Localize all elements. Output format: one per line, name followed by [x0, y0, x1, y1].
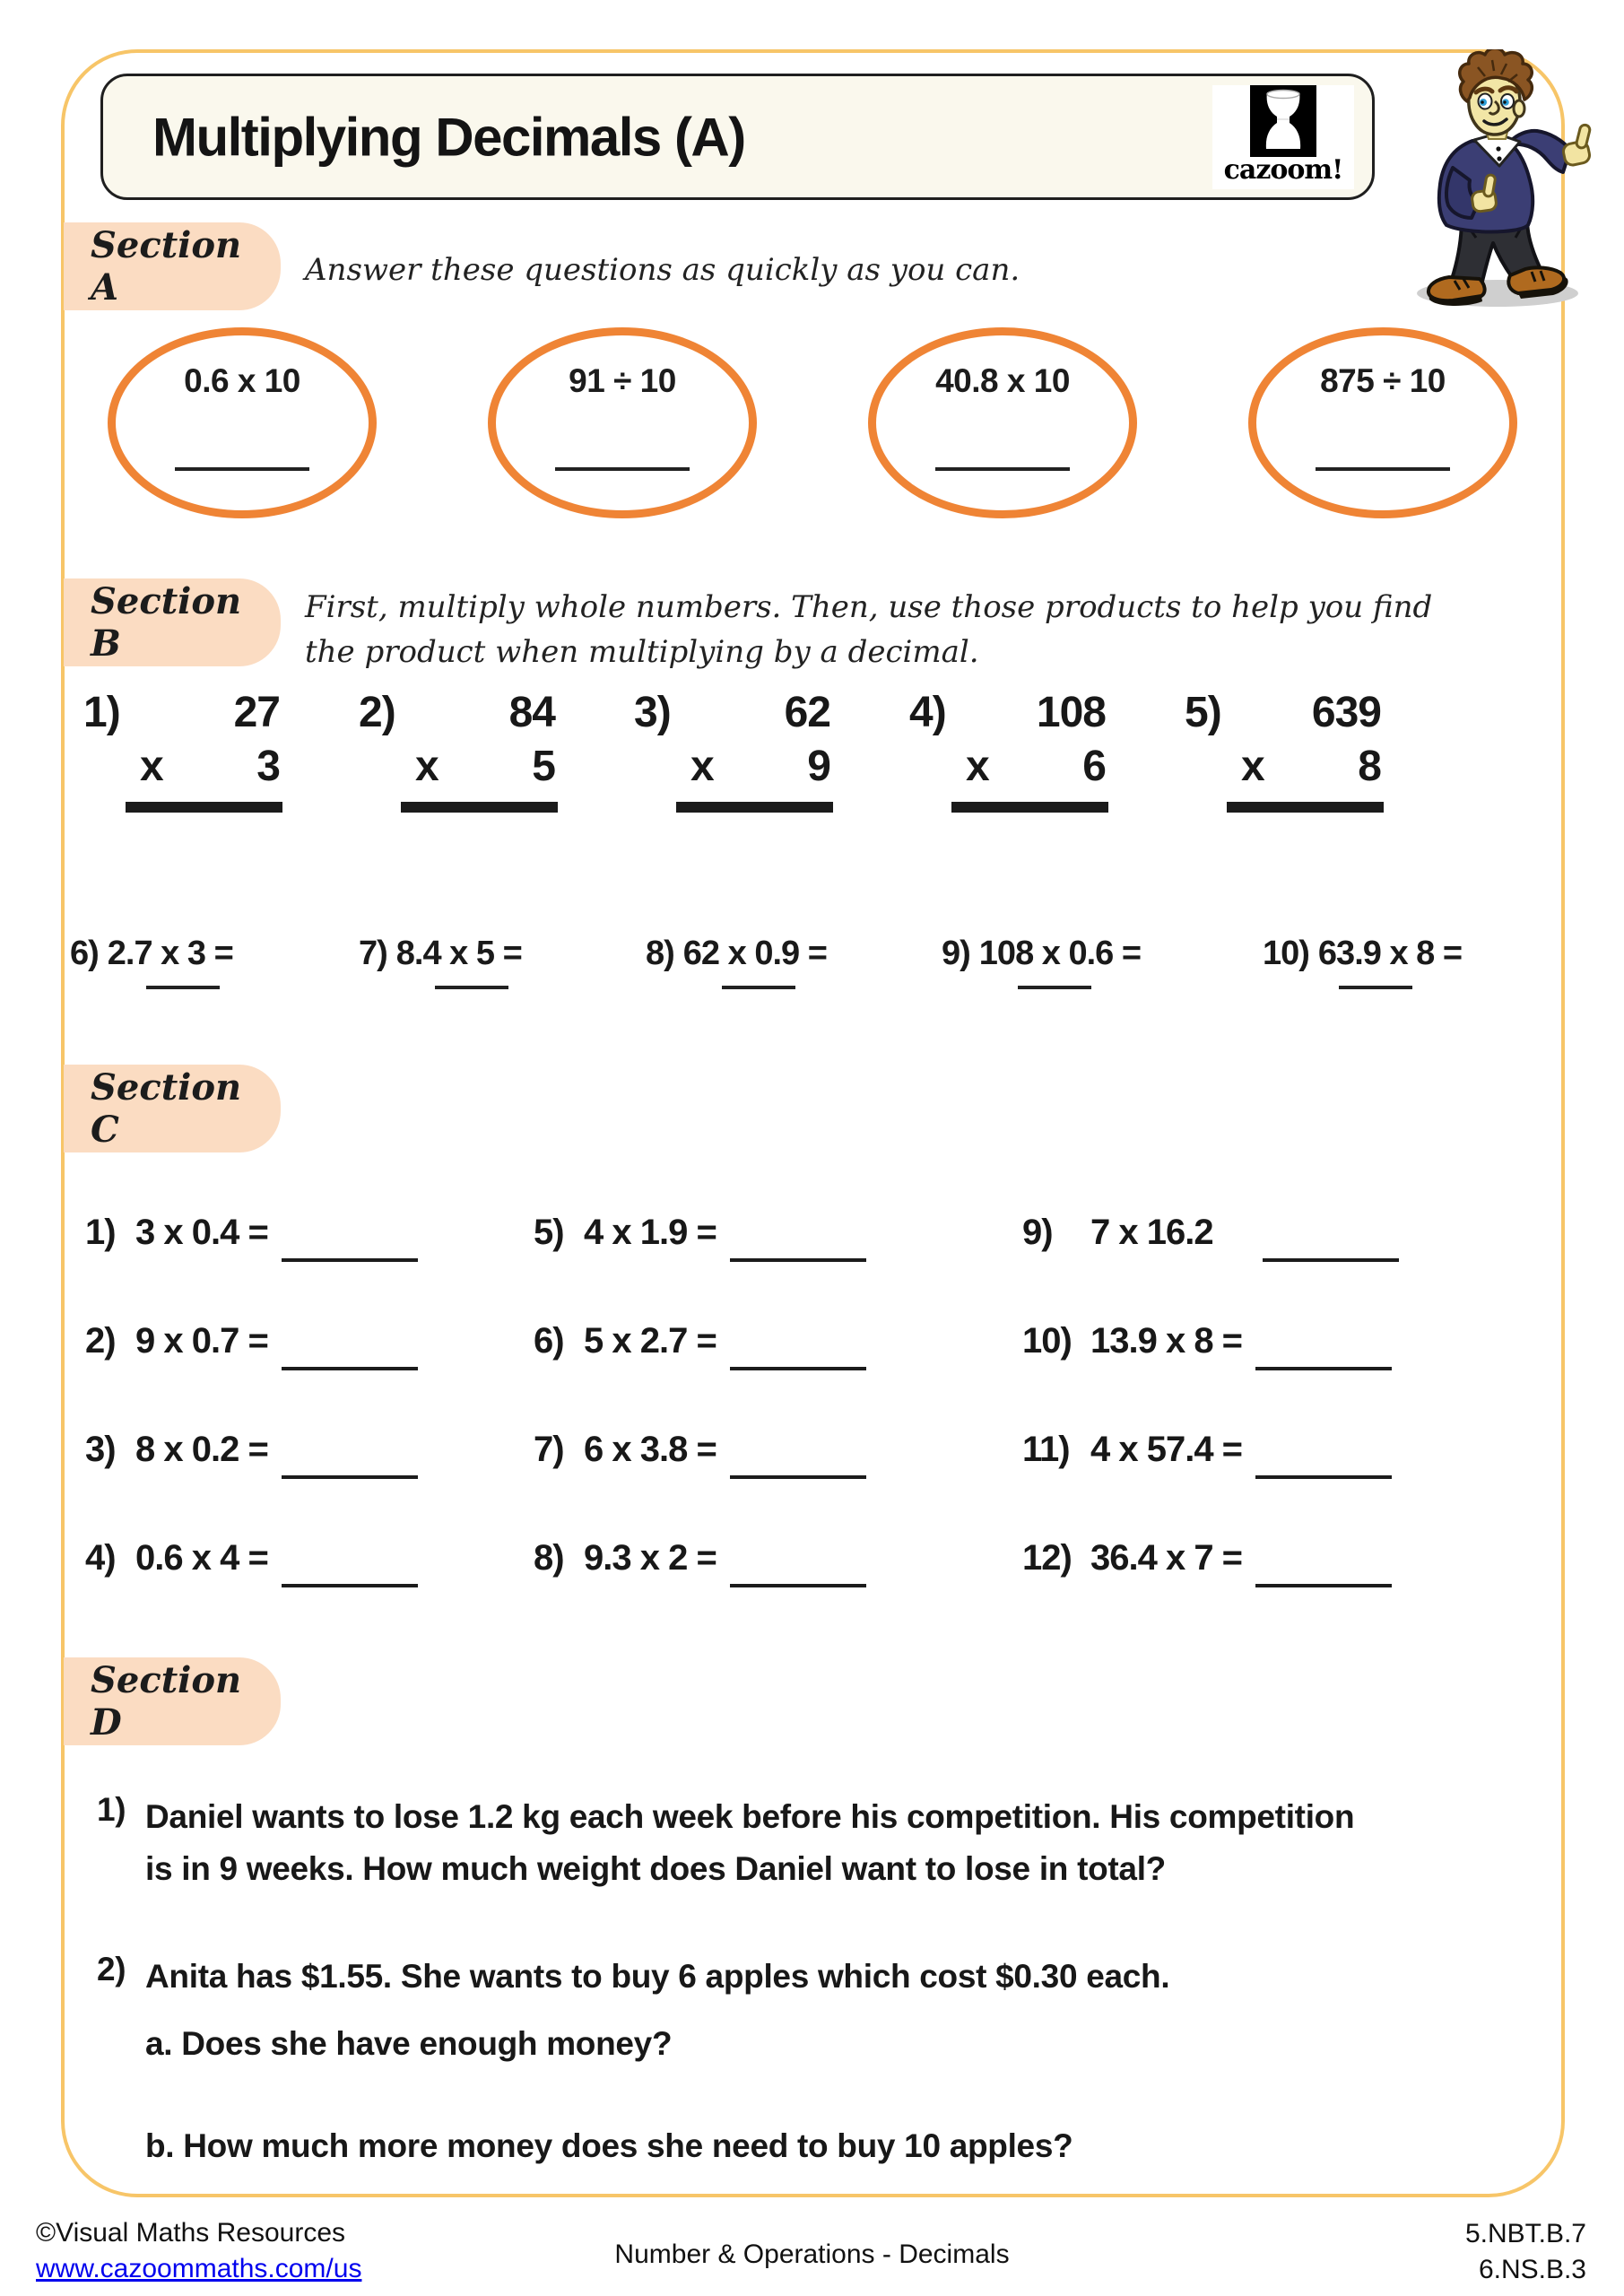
- answer-blank: [722, 986, 795, 989]
- section-b-instruction-line1: First, multiply whole numbers. Then, use those products to help you find: [305, 589, 1433, 625]
- multiplier: 5: [532, 743, 555, 790]
- problem-number: 3): [85, 1430, 116, 1469]
- standard-code-1: 5.NBT.B.7: [1464, 2219, 1586, 2248]
- section-c-label: [64, 1065, 281, 1152]
- problem: [1022, 1213, 1520, 1321]
- footer-category: Number & Operations - Decimals: [614, 2239, 1010, 2269]
- section-a-label: [64, 222, 281, 310]
- section-c-problems: [85, 1213, 1520, 1647]
- answer-blank: [730, 1340, 866, 1370]
- problem-expression: 4 x 1.9 =: [584, 1213, 716, 1252]
- answer-line: [676, 802, 833, 813]
- problem-expression: 3 x 0.4 =: [135, 1213, 268, 1252]
- answer-blank: [1316, 467, 1450, 471]
- oval-problem: [488, 327, 757, 518]
- word-problem-2a: a. Does she have enough money?: [145, 2025, 673, 2062]
- problem-number: 3): [634, 689, 671, 736]
- word-problem-2: [97, 1951, 1169, 2003]
- problem: [534, 1430, 1022, 1538]
- answer-blank: [1339, 986, 1412, 989]
- cazoommaths-link[interactable]: www.cazoommaths.com/us: [36, 2254, 362, 2283]
- multiplier: 8: [1358, 743, 1381, 790]
- answer-blank: [435, 986, 508, 989]
- word-problem-2b: b. How much more money does she need to buy 10 apples?: [145, 2127, 1073, 2164]
- oval-expression: 91 ÷ 10: [569, 362, 676, 399]
- problem: [85, 1213, 534, 1321]
- title-box: [100, 74, 1375, 200]
- answer-blank: [1255, 1448, 1392, 1479]
- problem-number: 4): [85, 1538, 116, 1578]
- problem-number: 10): [1263, 935, 1309, 972]
- oval-expression: 875 ÷ 10: [1320, 362, 1446, 399]
- problem-number: 6): [534, 1321, 564, 1361]
- problem-text: Anita has $1.55. She wants to buy 6 apples which cost $0.30 each.: [145, 1958, 1170, 1995]
- copyright-text: ©Visual Maths Resources: [36, 2218, 346, 2248]
- problem-number: 1): [97, 1791, 126, 1828]
- column-multiplication-problem: [83, 689, 294, 813]
- section-a-instruction: Answer these questions as quickly as you can.: [305, 252, 1020, 288]
- problem-number: 2): [97, 1951, 126, 1987]
- section-b-column-problems: [83, 689, 1395, 813]
- inline-problem: [70, 935, 233, 989]
- answer-blank: [1255, 1557, 1392, 1587]
- answer-blank: [146, 986, 220, 989]
- problem-expression: 5 x 2.7 =: [584, 1321, 716, 1361]
- problem-number: 12): [1022, 1538, 1072, 1578]
- inline-problem: [359, 935, 522, 989]
- section-d-label-text: Section D: [91, 1659, 242, 1744]
- problem: [1022, 1321, 1520, 1430]
- multiplier: 9: [807, 743, 830, 790]
- answer-blank: [1018, 986, 1091, 989]
- answer-blank: [555, 467, 690, 471]
- answer-blank: [935, 467, 1070, 471]
- problem-expression: 7 x 16.2: [1090, 1213, 1213, 1252]
- problem-number: 8): [534, 1538, 564, 1578]
- column-multiplication-problem: [634, 689, 845, 813]
- oval-problem: [868, 327, 1137, 518]
- djembe-drum-icon: [1250, 85, 1316, 157]
- multiplicand: 27: [233, 689, 280, 736]
- oval-problem: [108, 327, 377, 518]
- problem-number: 2): [85, 1321, 116, 1361]
- section-b-instruction: [305, 585, 1432, 674]
- problem-expression: 13.9 x 8 =: [1090, 1321, 1243, 1361]
- multiplicand: 84: [508, 689, 555, 736]
- section-c-label-text: Section C: [91, 1066, 242, 1151]
- section-d-label: [64, 1657, 281, 1745]
- problem-expression: 108 x 0.6 =: [978, 935, 1142, 972]
- problem-expression: 0.6 x 4 =: [135, 1538, 268, 1578]
- answer-blank: [1263, 1231, 1399, 1262]
- answer-line: [1227, 802, 1384, 813]
- section-b-label-text: Section B: [91, 580, 242, 665]
- answer-blank: [730, 1231, 866, 1262]
- problem: [534, 1213, 1022, 1321]
- multiplicand: 62: [784, 689, 830, 736]
- multiply-sign: x: [966, 743, 989, 790]
- problem-number: 9): [1022, 1213, 1053, 1252]
- problem-expression: 8 x 0.2 =: [135, 1430, 268, 1469]
- answer-blank: [282, 1340, 418, 1370]
- inline-problem: [942, 935, 1141, 989]
- problem-number: 6): [70, 935, 99, 972]
- problem-number: 10): [1022, 1321, 1072, 1361]
- answer-blank: [730, 1448, 866, 1479]
- section-b-label: [64, 578, 281, 666]
- answer-blank: [730, 1557, 866, 1587]
- problem-number: 1): [85, 1213, 116, 1252]
- section-a-ovals: [108, 327, 1517, 518]
- problem-number: 8): [646, 935, 674, 972]
- problem-number: 2): [359, 689, 395, 736]
- oval-problem: [1248, 327, 1517, 518]
- multiplier: 3: [256, 743, 280, 790]
- problem-number: 4): [909, 689, 946, 736]
- answer-line: [401, 802, 558, 813]
- problem: [534, 1538, 1022, 1647]
- section-b-instruction-line2: the product when multiplying by a decimal.: [305, 634, 979, 670]
- cazoom-logo-text: cazoom!: [1223, 154, 1343, 186]
- multiply-sign: x: [140, 743, 163, 790]
- answer-blank: [282, 1557, 418, 1587]
- problem: [85, 1321, 534, 1430]
- problem-expression: 63.9 x 8 =: [1317, 935, 1463, 972]
- multiplier: 6: [1082, 743, 1106, 790]
- answer-blank: [282, 1448, 418, 1479]
- problem-number: 5): [1185, 689, 1221, 736]
- multiply-sign: x: [1241, 743, 1264, 790]
- problem: [85, 1430, 534, 1538]
- problem: [85, 1538, 534, 1647]
- multiplicand: 639: [1311, 689, 1381, 736]
- column-multiplication-problem: [359, 689, 569, 813]
- problem-expression: 4 x 57.4 =: [1090, 1430, 1243, 1469]
- problem-expression: 9.3 x 2 =: [584, 1538, 716, 1578]
- problem-expression: 36.4 x 7 =: [1090, 1538, 1243, 1578]
- problem-text-line1: Daniel wants to lose 1.2 kg each week before his competition. His competition: [145, 1798, 1355, 1835]
- problem-number: 1): [83, 689, 120, 736]
- mascot-boy-illustration: [1392, 49, 1616, 318]
- inline-problem: [1263, 935, 1462, 989]
- multiply-sign: x: [690, 743, 714, 790]
- answer-blank: [282, 1231, 418, 1262]
- problem-text-line2: is in 9 weeks. How much weight does Daniel want to lose in total?: [145, 1850, 1166, 1887]
- problem-expression: 62 x 0.9 =: [682, 935, 827, 972]
- answer-line: [951, 802, 1108, 813]
- cazoom-logo: [1212, 85, 1354, 189]
- problem-expression: 2.7 x 3 =: [107, 935, 233, 972]
- answer-blank: [1255, 1340, 1392, 1370]
- footer-standards: [1465, 2216, 1586, 2288]
- problem-number: 7): [534, 1430, 564, 1469]
- problem: [534, 1321, 1022, 1430]
- problem-expression: 8.4 x 5 =: [395, 935, 522, 972]
- problem: [1022, 1538, 1520, 1647]
- oval-expression: 40.8 x 10: [935, 362, 1070, 399]
- problem-number: 9): [942, 935, 970, 972]
- problem-expression: 6 x 3.8 =: [584, 1430, 716, 1469]
- word-problem-1: [97, 1791, 1354, 1895]
- multiply-sign: x: [415, 743, 439, 790]
- problem-text: [145, 1791, 1354, 1895]
- section-a-label-text: Section A: [91, 224, 242, 309]
- problem: [1022, 1430, 1520, 1538]
- oval-expression: 0.6 x 10: [184, 362, 300, 399]
- problem-expression: 9 x 0.7 =: [135, 1321, 268, 1361]
- answer-blank: [175, 467, 309, 471]
- problem-number: 5): [534, 1213, 564, 1252]
- column-multiplication-problem: [1185, 689, 1395, 813]
- multiplicand: 108: [1036, 689, 1106, 736]
- problem-number: 11): [1022, 1430, 1070, 1469]
- column-multiplication-problem: [909, 689, 1120, 813]
- standard-code-2: 6.NS.B.3: [1478, 2255, 1586, 2284]
- problem-number: 7): [359, 935, 387, 972]
- inline-problem: [646, 935, 827, 989]
- page-title: Multiplying Decimals (A): [152, 107, 745, 167]
- answer-line: [126, 802, 282, 813]
